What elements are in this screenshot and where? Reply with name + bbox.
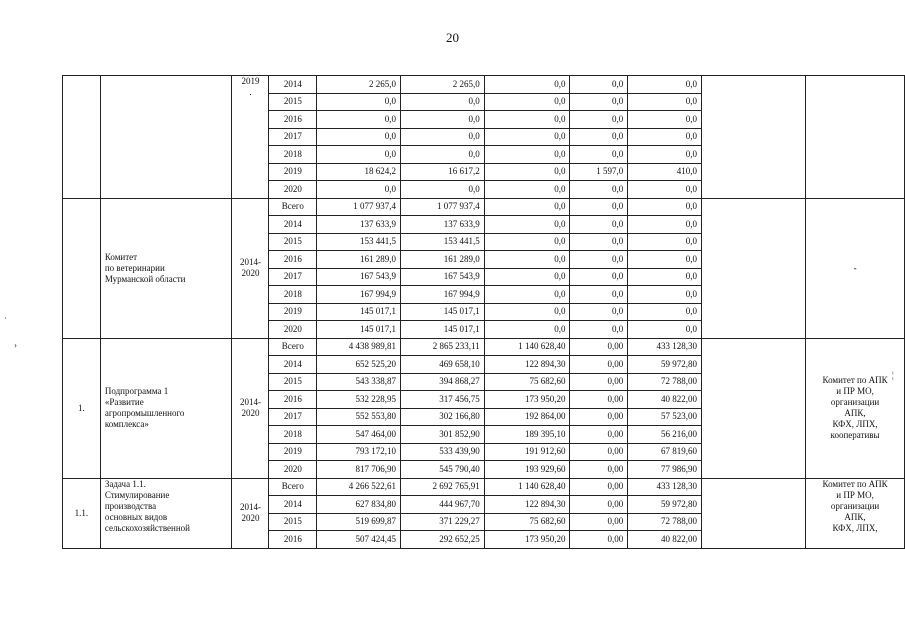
- amount-cell: 137 633,9: [400, 216, 484, 234]
- amount-cell: 191 912,60: [484, 443, 570, 461]
- amount-cell: 0,0: [484, 286, 570, 304]
- year-cell: 2017: [269, 268, 317, 286]
- amount-cell: 2 865 233,11: [400, 338, 484, 356]
- table-row: [63, 76, 905, 94]
- year-cell: 2017: [269, 408, 317, 426]
- amount-cell: 173 950,20: [484, 531, 570, 549]
- amount-cell: 0,0: [484, 93, 570, 111]
- amount-cell: 0,0: [628, 321, 702, 339]
- row-index: 1.1.: [63, 478, 101, 548]
- amount-cell: 153 441,5: [317, 233, 401, 251]
- year-cell: 2020: [269, 181, 317, 199]
- amount-cell: 433 128,30: [628, 478, 702, 496]
- year-cell: 2019: [269, 443, 317, 461]
- amount-cell: 18 624,2: [317, 163, 401, 181]
- amount-cell: 292 652,25: [400, 531, 484, 549]
- target-cell: [702, 478, 806, 548]
- amount-cell: 519 699,87: [317, 513, 401, 531]
- row-index: 1.: [63, 338, 101, 478]
- amount-cell: 0,00: [570, 531, 628, 549]
- year-cell: 2019: [269, 163, 317, 181]
- amount-cell: 192 864,00: [484, 408, 570, 426]
- amount-cell: 0,0: [484, 146, 570, 164]
- amount-cell: 0,0: [484, 163, 570, 181]
- amount-cell: 0,00: [570, 513, 628, 531]
- row-index: [63, 76, 101, 199]
- amount-cell: 652 525,20: [317, 356, 401, 374]
- amount-cell: 145 017,1: [317, 303, 401, 321]
- amount-cell: 532 228,95: [317, 391, 401, 409]
- item-name: Задача 1.1. Стимулирование производства основных видов сельскохозяйственной: [100, 478, 232, 548]
- amount-cell: 1 597,0: [570, 163, 628, 181]
- amount-cell: 0,0: [484, 111, 570, 129]
- target-cell: [702, 338, 806, 478]
- executor-cell: [806, 76, 905, 199]
- year-cell: 2014: [269, 356, 317, 374]
- amount-cell: 0,00: [570, 408, 628, 426]
- amount-cell: 545 790,40: [400, 461, 484, 479]
- amount-cell: 0,0: [628, 128, 702, 146]
- amount-cell: 145 017,1: [317, 321, 401, 339]
- amount-cell: 193 929,60: [484, 461, 570, 479]
- year-cell: 2014: [269, 496, 317, 514]
- amount-cell: 16 617,2: [400, 163, 484, 181]
- amount-cell: 137 633,9: [317, 216, 401, 234]
- year-cell: 2015: [269, 93, 317, 111]
- year-cell: 2018: [269, 146, 317, 164]
- amount-cell: 817 706,90: [317, 461, 401, 479]
- table-row: [63, 338, 905, 356]
- budget-table: [62, 75, 905, 549]
- amount-cell: 1 140 628,40: [484, 338, 570, 356]
- amount-cell: 0,00: [570, 373, 628, 391]
- year-cell: 2016: [269, 251, 317, 269]
- amount-cell: 507 424,45: [317, 531, 401, 549]
- period: 2014- 2020: [232, 198, 269, 338]
- amount-cell: 0,0: [570, 321, 628, 339]
- amount-cell: 59 972,80: [628, 356, 702, 374]
- amount-cell: 72 788,00: [628, 513, 702, 531]
- amount-cell: 0,0: [628, 181, 702, 199]
- amount-cell: 167 543,9: [400, 268, 484, 286]
- amount-cell: 0,0: [400, 181, 484, 199]
- amount-cell: 0,0: [317, 93, 401, 111]
- year-cell: 2015: [269, 513, 317, 531]
- amount-cell: 0,0: [484, 321, 570, 339]
- year-cell: 2020: [269, 321, 317, 339]
- table-row: [63, 478, 905, 496]
- amount-cell: 0,0: [317, 146, 401, 164]
- amount-cell: 0,0: [628, 93, 702, 111]
- year-cell: 2019: [269, 303, 317, 321]
- amount-cell: 0,0: [570, 111, 628, 129]
- year-cell: 2018: [269, 286, 317, 304]
- amount-cell: 0,0: [570, 198, 628, 216]
- amount-cell: 0,0: [484, 303, 570, 321]
- amount-cell: 67 819,60: [628, 443, 702, 461]
- year-cell: 2014: [269, 216, 317, 234]
- executor-cell: Комитет по АПК и ПР МО, организации АПК, КФХ, ЛПХ,: [806, 478, 905, 548]
- amount-cell: 0,0: [628, 198, 702, 216]
- executor-cell: -: [806, 198, 905, 338]
- amount-cell: 1 077 937,4: [317, 198, 401, 216]
- amount-cell: 59 972,80: [628, 496, 702, 514]
- amount-cell: 0,0: [484, 268, 570, 286]
- scan-mark: ·: [4, 313, 7, 323]
- amount-cell: 122 894,30: [484, 496, 570, 514]
- amount-cell: 0,0: [400, 93, 484, 111]
- amount-cell: 0,00: [570, 443, 628, 461]
- amount-cell: 0,00: [570, 496, 628, 514]
- amount-cell: 0,0: [317, 181, 401, 199]
- year-cell: Всего: [269, 338, 317, 356]
- amount-cell: 0,0: [570, 93, 628, 111]
- amount-cell: 302 166,80: [400, 408, 484, 426]
- amount-cell: 469 658,10: [400, 356, 484, 374]
- amount-cell: 543 338,87: [317, 373, 401, 391]
- amount-cell: 1 077 937,4: [400, 198, 484, 216]
- year-cell: 2014: [269, 76, 317, 94]
- scan-mark: ›: [14, 340, 17, 350]
- amount-cell: 167 994,9: [400, 286, 484, 304]
- amount-cell: 0,0: [484, 181, 570, 199]
- amount-cell: 371 229,27: [400, 513, 484, 531]
- amount-cell: 161 289,0: [400, 251, 484, 269]
- target-cell: [702, 198, 806, 338]
- amount-cell: 0,0: [570, 286, 628, 304]
- amount-cell: 57 523,00: [628, 408, 702, 426]
- scan-mark: ¦: [892, 370, 894, 380]
- executor-cell: Комитет по АПК и ПР МО, организации АПК, КФХ, ЛПХ, кооперативы: [806, 338, 905, 478]
- amount-cell: 145 017,1: [400, 321, 484, 339]
- year-cell: 2015: [269, 233, 317, 251]
- amount-cell: 0,0: [400, 128, 484, 146]
- year-cell: 2016: [269, 111, 317, 129]
- amount-cell: 153 441,5: [400, 233, 484, 251]
- year-cell: 2016: [269, 531, 317, 549]
- amount-cell: 0,00: [570, 391, 628, 409]
- amount-cell: 394 868,27: [400, 373, 484, 391]
- amount-cell: 433 128,30: [628, 338, 702, 356]
- table-body: [63, 76, 905, 549]
- amount-cell: 0,0: [570, 251, 628, 269]
- amount-cell: 0,0: [628, 233, 702, 251]
- amount-cell: 0,00: [570, 356, 628, 374]
- amount-cell: 552 553,80: [317, 408, 401, 426]
- amount-cell: 793 172,10: [317, 443, 401, 461]
- amount-cell: 0,0: [628, 76, 702, 94]
- amount-cell: 0,0: [570, 303, 628, 321]
- year-cell: 2017: [269, 128, 317, 146]
- amount-cell: 40 822,00: [628, 391, 702, 409]
- amount-cell: 0,0: [628, 251, 702, 269]
- amount-cell: 122 894,30: [484, 356, 570, 374]
- amount-cell: 77 986,90: [628, 461, 702, 479]
- amount-cell: 189 395,10: [484, 426, 570, 444]
- amount-cell: 0,0: [484, 216, 570, 234]
- target-cell: [702, 76, 806, 199]
- amount-cell: 0,0: [484, 233, 570, 251]
- amount-cell: 0,0: [628, 268, 702, 286]
- amount-cell: 0,00: [570, 478, 628, 496]
- amount-cell: 627 834,80: [317, 496, 401, 514]
- amount-cell: 0,0: [628, 216, 702, 234]
- amount-cell: 0,0: [484, 251, 570, 269]
- amount-cell: 145 017,1: [400, 303, 484, 321]
- amount-cell: 0,0: [570, 181, 628, 199]
- year-cell: 2015: [269, 373, 317, 391]
- amount-cell: 0,0: [484, 76, 570, 94]
- amount-cell: 0,00: [570, 461, 628, 479]
- amount-cell: 0,00: [570, 338, 628, 356]
- year-cell: Всего: [269, 478, 317, 496]
- amount-cell: 533 439,90: [400, 443, 484, 461]
- year-cell: Всего: [269, 198, 317, 216]
- amount-cell: 40 822,00: [628, 531, 702, 549]
- amount-cell: 75 682,60: [484, 513, 570, 531]
- item-name: [100, 76, 232, 199]
- period: 2019 .: [232, 76, 269, 199]
- amount-cell: 2 265,0: [400, 76, 484, 94]
- amount-cell: 75 682,60: [484, 373, 570, 391]
- row-index: [63, 198, 101, 338]
- amount-cell: 301 852,90: [400, 426, 484, 444]
- year-cell: 2016: [269, 391, 317, 409]
- year-cell: 2020: [269, 461, 317, 479]
- table-row: [63, 198, 905, 216]
- amount-cell: 161 289,0: [317, 251, 401, 269]
- amount-cell: 0,0: [400, 111, 484, 129]
- amount-cell: 4 266 522,61: [317, 478, 401, 496]
- amount-cell: 4 438 989,81: [317, 338, 401, 356]
- amount-cell: 444 967,70: [400, 496, 484, 514]
- amount-cell: 173 950,20: [484, 391, 570, 409]
- amount-cell: 0,00: [570, 426, 628, 444]
- page-number: 20: [446, 30, 459, 45]
- amount-cell: 0,0: [484, 128, 570, 146]
- amount-cell: 0,0: [570, 233, 628, 251]
- amount-cell: 167 543,9: [317, 268, 401, 286]
- period: 2014- 2020: [232, 338, 269, 478]
- amount-cell: 72 788,00: [628, 373, 702, 391]
- amount-cell: 167 994,9: [317, 286, 401, 304]
- amount-cell: 2 692 765,91: [400, 478, 484, 496]
- item-name: Подпрограмма 1 «Развитие агропромышленного комплекса»: [100, 338, 232, 478]
- amount-cell: 2 265,0: [317, 76, 401, 94]
- period: 2014- 2020: [232, 478, 269, 548]
- amount-cell: 0,0: [628, 146, 702, 164]
- amount-cell: 0,0: [570, 146, 628, 164]
- amount-cell: 547 464,00: [317, 426, 401, 444]
- year-cell: 2018: [269, 426, 317, 444]
- amount-cell: 0,0: [570, 128, 628, 146]
- amount-cell: 0,0: [570, 216, 628, 234]
- amount-cell: 0,0: [570, 268, 628, 286]
- amount-cell: 0,0: [570, 76, 628, 94]
- amount-cell: 410,0: [628, 163, 702, 181]
- amount-cell: 0,0: [317, 128, 401, 146]
- amount-cell: 56 216,00: [628, 426, 702, 444]
- amount-cell: 0,0: [628, 111, 702, 129]
- amount-cell: 317 456,75: [400, 391, 484, 409]
- amount-cell: 1 140 628,40: [484, 478, 570, 496]
- amount-cell: 0,0: [317, 111, 401, 129]
- amount-cell: 0,0: [628, 286, 702, 304]
- amount-cell: 0,0: [628, 303, 702, 321]
- amount-cell: 0,0: [400, 146, 484, 164]
- amount-cell: 0,0: [484, 198, 570, 216]
- item-name: Комитет по ветеринарии Мурманской области: [100, 198, 232, 338]
